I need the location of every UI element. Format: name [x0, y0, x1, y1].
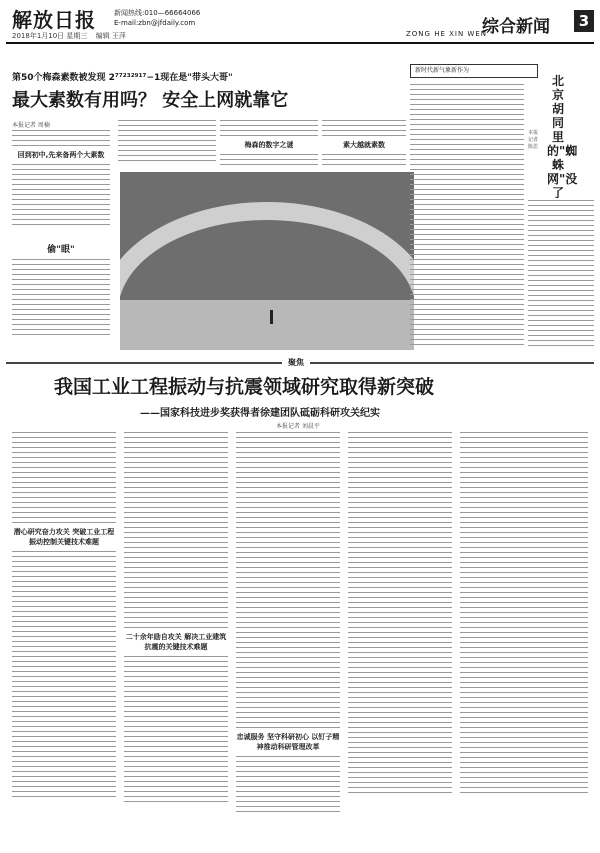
feature-column-1	[12, 432, 116, 848]
feature-column-4	[348, 432, 452, 848]
contact-email: E-mail:zbn@jfdaily.com	[114, 19, 196, 27]
contact-phone: 新闻热线:010—66664066	[114, 9, 201, 17]
story-headline: 最大素数有用吗？ 安全上网就靠它	[12, 90, 289, 111]
story-column-1	[12, 130, 110, 235]
masthead	[6, 4, 594, 44]
sidebar-box-text	[12, 259, 110, 335]
page-number: 3	[574, 10, 594, 32]
feature-subtitle: ——国家科技进步奖获得者徐建团队砥砺科研攻关纪实	[140, 408, 380, 419]
right-column-byline: 本报记者 陈思	[528, 130, 539, 150]
story-subhead-3: 素大越就素数	[343, 141, 385, 149]
feature-headline: 我国工业工程振动与抗震领域研究取得新突破	[54, 376, 435, 398]
section-pinyin: ZONG HE XIN WEN	[406, 30, 488, 38]
feature-column-3	[236, 432, 340, 848]
column-tab: 新时代新气象新作为	[410, 64, 538, 78]
feature-subhead-3: 忠诚服务 坚守科研初心 以钉子精神推动科研管理改革	[236, 733, 340, 751]
right-column-headline: 北京胡同里的"蜘蛛网"没了	[547, 74, 578, 200]
newspaper-logo: 解放日报	[12, 8, 96, 32]
story-subhead-1: 回到初中,先来备两个大素数	[17, 151, 105, 159]
story-column-2	[118, 120, 216, 170]
story-column-4	[322, 120, 406, 170]
feature-column-2	[124, 432, 228, 848]
feature-subhead-1: 潜心研究奋力攻关 突破工业工程振动控制关键技术难题	[13, 528, 115, 546]
story-byline: 本报记者 周楠	[12, 122, 50, 129]
architecture-photo	[120, 172, 414, 350]
story-column-3	[220, 120, 318, 170]
story-subhead-2: 梅森的数字之谜	[244, 141, 294, 149]
right-column-text-2	[528, 200, 594, 350]
sidebar-box	[12, 242, 110, 342]
feature-column-5	[460, 432, 588, 848]
right-column-text	[410, 84, 524, 350]
story-kicker: 第50个梅森素数被发现 2⁷⁷²³²⁹¹⁷−1现在是"带头大哥"	[12, 73, 233, 83]
section-divider-label: 聚焦	[282, 357, 310, 368]
editor-credit: 编辑 王萍	[95, 32, 126, 40]
section-divider	[6, 357, 594, 369]
feature-byline: 本报记者 刘晨平	[276, 423, 320, 430]
section-title: 综合新闻	[482, 17, 550, 37]
sidebar-box-title: 偷"眼"	[47, 245, 75, 255]
issue-date: 2018年1月10日 星期三	[12, 32, 88, 40]
dateline	[12, 31, 126, 41]
contact-info	[114, 8, 200, 28]
feature-subhead-2: 二十余年励自攻关 解决工业建筑抗震的关键技术难题	[125, 633, 227, 651]
